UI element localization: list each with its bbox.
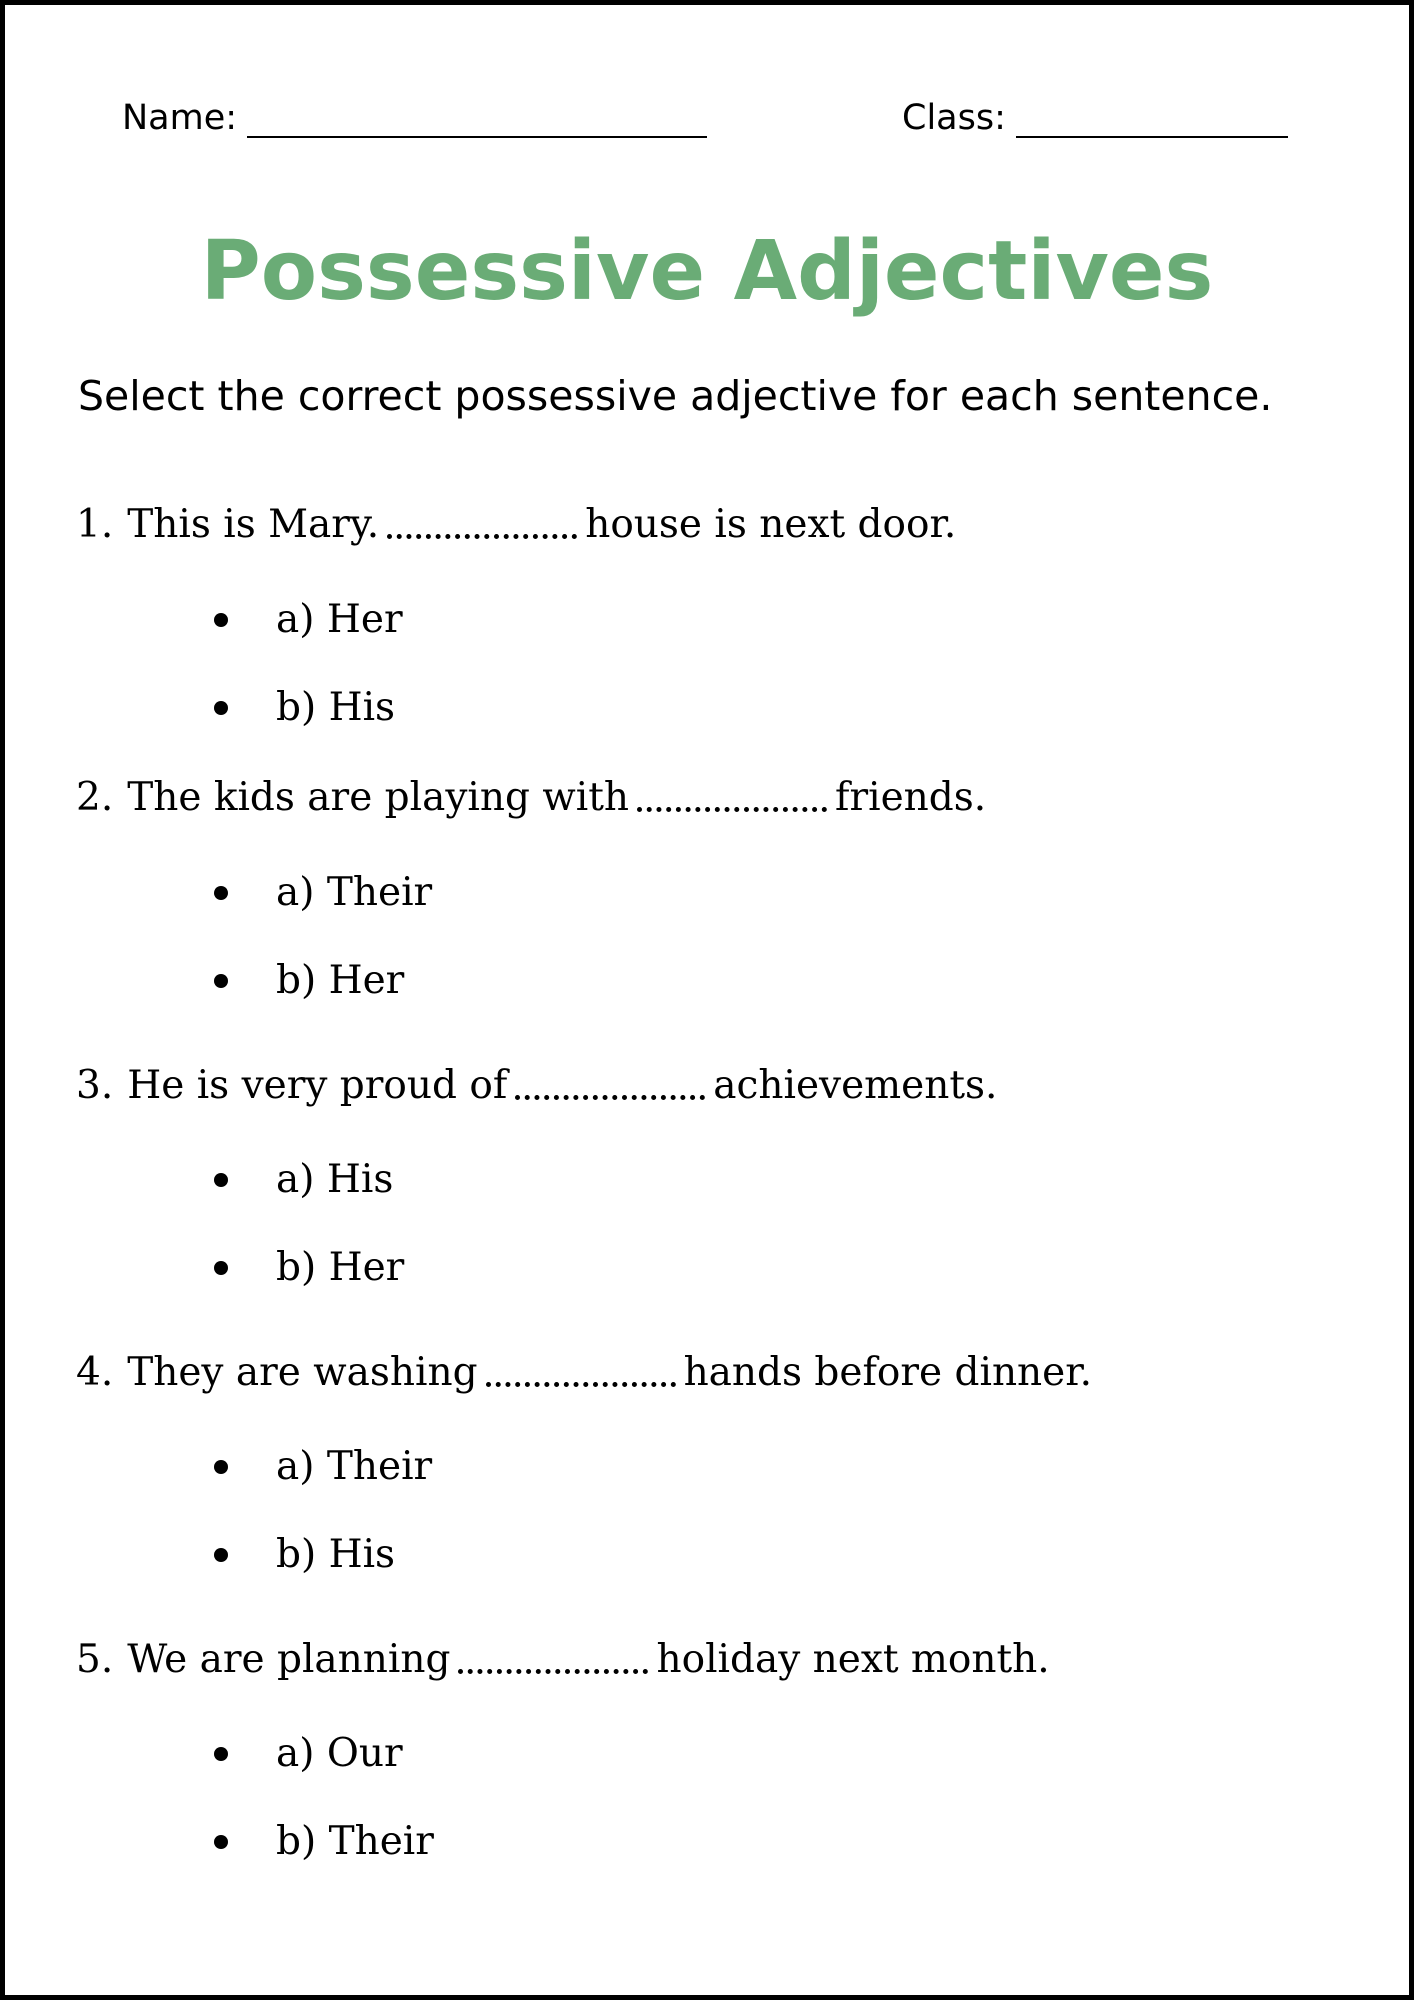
question-4-option-a[interactable] (214, 1442, 432, 1492)
question-text-before: They are washing (127, 1350, 478, 1395)
name-label: Name: (122, 98, 238, 138)
question-text-after: achievements. (713, 1063, 998, 1108)
question-5-option-a[interactable] (214, 1729, 403, 1779)
option-label: a) His (276, 1157, 394, 1202)
bullet-icon (214, 974, 228, 988)
instruction-text: Select the correct possessive adjective for each sentence. (78, 372, 1273, 420)
class-label: Class: (902, 98, 1006, 138)
option-label: a) Their (276, 870, 433, 915)
option-label: b) Her (276, 1245, 405, 1290)
question-text-before: He is very proud of (127, 1063, 508, 1108)
bullet-icon (214, 701, 228, 715)
question-text-before: The kids are playing with (127, 775, 630, 820)
answer-blank[interactable] (515, 1085, 705, 1100)
worksheet-header (0, 96, 1414, 146)
name-field (122, 96, 707, 138)
answer-blank[interactable] (387, 524, 577, 539)
answer-blank[interactable] (637, 797, 827, 812)
bullet-icon (214, 1173, 228, 1187)
bullet-icon (214, 886, 228, 900)
option-label: b) Their (276, 1819, 434, 1864)
question-number: 3. (76, 1063, 114, 1108)
bullet-icon (214, 1747, 228, 1761)
bullet-icon (214, 1261, 228, 1275)
question-5 (76, 1635, 1050, 1685)
question-number: 1. (76, 502, 114, 547)
bullet-icon (214, 1548, 228, 1562)
option-label: b) Her (276, 958, 405, 1003)
bullet-icon (214, 613, 228, 627)
question-4-option-b[interactable] (214, 1530, 395, 1580)
class-input-line[interactable] (1016, 96, 1288, 138)
question-1 (76, 500, 956, 550)
question-3-option-a[interactable] (214, 1155, 393, 1205)
bullet-icon (214, 1460, 228, 1474)
name-input-line[interactable] (247, 96, 707, 138)
answer-blank[interactable] (458, 1659, 648, 1674)
question-4 (76, 1348, 1092, 1398)
option-label: b) His (276, 1532, 396, 1577)
question-text-after: friends. (835, 775, 987, 820)
question-text-after: hands before dinner. (683, 1350, 1093, 1395)
answer-blank[interactable] (486, 1372, 676, 1387)
question-3 (76, 1061, 997, 1111)
question-text-after: house is next door. (585, 502, 957, 547)
option-label: a) Her (276, 597, 403, 642)
page-title: Possessive Adjectives (200, 224, 1214, 319)
question-2-option-a[interactable] (214, 868, 432, 918)
question-2-option-b[interactable] (214, 956, 404, 1006)
question-text-before: This is Mary. (127, 502, 380, 547)
option-label: a) Their (276, 1444, 433, 1489)
question-3-option-b[interactable] (214, 1243, 404, 1293)
question-number: 5. (76, 1637, 114, 1682)
question-number: 2. (76, 775, 114, 820)
question-text-after: holiday next month. (656, 1637, 1050, 1682)
question-2 (76, 773, 986, 823)
question-1-option-b[interactable] (214, 683, 395, 733)
question-text-before: We are planning (127, 1637, 451, 1682)
question-5-option-b[interactable] (214, 1817, 434, 1867)
bullet-icon (214, 1835, 228, 1849)
class-field (902, 96, 1288, 138)
question-number: 4. (76, 1350, 114, 1395)
option-label: a) Our (276, 1731, 403, 1776)
question-1-option-a[interactable] (214, 595, 403, 645)
option-label: b) His (276, 685, 396, 730)
